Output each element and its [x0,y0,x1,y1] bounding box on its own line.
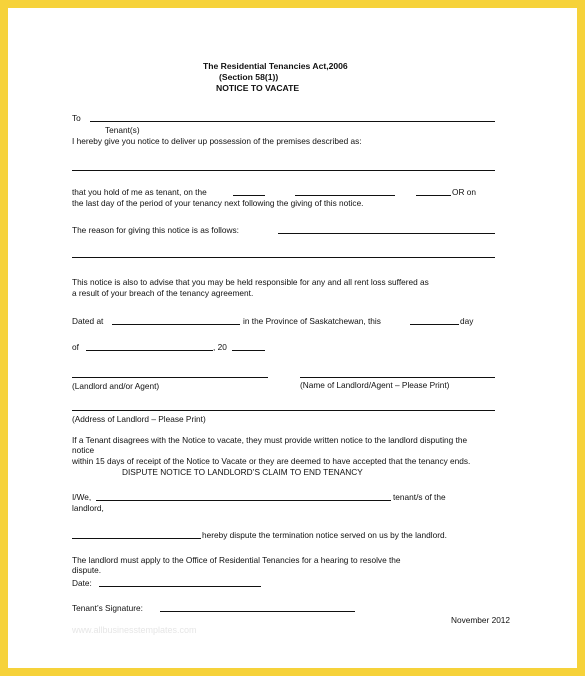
tenancy-date-line-2[interactable] [295,195,395,196]
or-on-text: OR on [452,187,476,197]
dated-at-label: Dated at [72,316,104,326]
landlord-label: landlord, [72,503,104,513]
landlord-signature-line[interactable] [72,377,268,378]
section-reference: (Section 58(1)) [219,72,279,82]
tenancy-date-line-3[interactable] [416,195,451,196]
signature-label: Tenant’s Signature: [72,603,143,613]
reason-line-2[interactable] [72,257,495,258]
disagree-text-1: If a Tenant disagrees with the Notice to vacate, they must provide written notice to the landlord disputing the [72,435,468,445]
landlord-agent-label: (Landlord and/or Agent) [72,381,160,391]
disagree-text-3: within 15 days of receipt of the Notice to Vacate or they are deemed to have accepted that the tenancy ends. [72,456,471,466]
give-notice-text: I hereby give you notice to deliver up possession of the premises described as: [72,136,362,146]
date-line[interactable] [99,586,261,587]
to-label: To [72,113,81,123]
date-label: Date: [72,578,92,588]
tenants-label: Tenant(s) [105,125,140,135]
hold-tenant-text: that you hold of me as tenant, on the [72,187,207,197]
tenants-of-text: tenant/s of the [393,492,446,502]
tenant-name-line[interactable] [90,121,495,122]
footer-date: November 2012 [451,615,511,625]
apply-text-1: The landlord must apply to the Office of Residential Tenancies for a hearing to resolve the [72,555,401,565]
last-day-text: the last day of the period of your tenancy next following the giving of this notice. [72,198,364,208]
act-title: The Residential Tenancies Act,2006 [203,61,348,71]
advise-text-2: a result of your breach of the tenancy agreement. [72,288,254,298]
document-page [8,8,577,668]
dispute-name-line[interactable] [72,538,201,539]
day-label: day [460,316,474,326]
signature-line[interactable] [160,611,355,612]
notice-title: NOTICE TO VACATE [216,83,300,93]
reason-text: The reason for giving this notice is as follows: [72,225,239,235]
year-prefix: , 20 [213,342,227,352]
premises-line[interactable] [72,170,495,171]
name-print-label: (Name of Landlord/Agent – Please Print) [300,380,450,390]
i-we-label: I/We, [72,492,92,502]
advise-text-1: This notice is also to advise that you may be held responsible for any and all rent loss suffered as [72,277,429,287]
day-line[interactable] [410,324,459,325]
watermark-text: www.allbusinesstemplates.com [72,625,197,635]
landlord-address-line[interactable] [72,410,495,411]
disagree-text-2: notice [72,445,95,455]
hereby-dispute-text: hereby dispute the termination notice served on us by the landlord. [202,530,447,540]
dispute-heading: DISPUTE NOTICE TO LANDLORD’S CLAIM TO END TENANCY [122,467,363,477]
apply-text-2: dispute. [72,565,102,575]
province-text: in the Province of Saskatchewan, this [243,316,381,326]
of-label: of [72,342,79,352]
year-line[interactable] [232,350,265,351]
tenant-names-line[interactable] [96,500,391,501]
dated-at-line[interactable] [112,324,240,325]
month-line[interactable] [86,350,213,351]
tenancy-date-line-1[interactable] [233,195,265,196]
reason-line-1[interactable] [278,233,495,234]
address-print-label: (Address of Landlord – Please Print) [72,414,206,424]
landlord-name-line[interactable] [300,377,495,378]
